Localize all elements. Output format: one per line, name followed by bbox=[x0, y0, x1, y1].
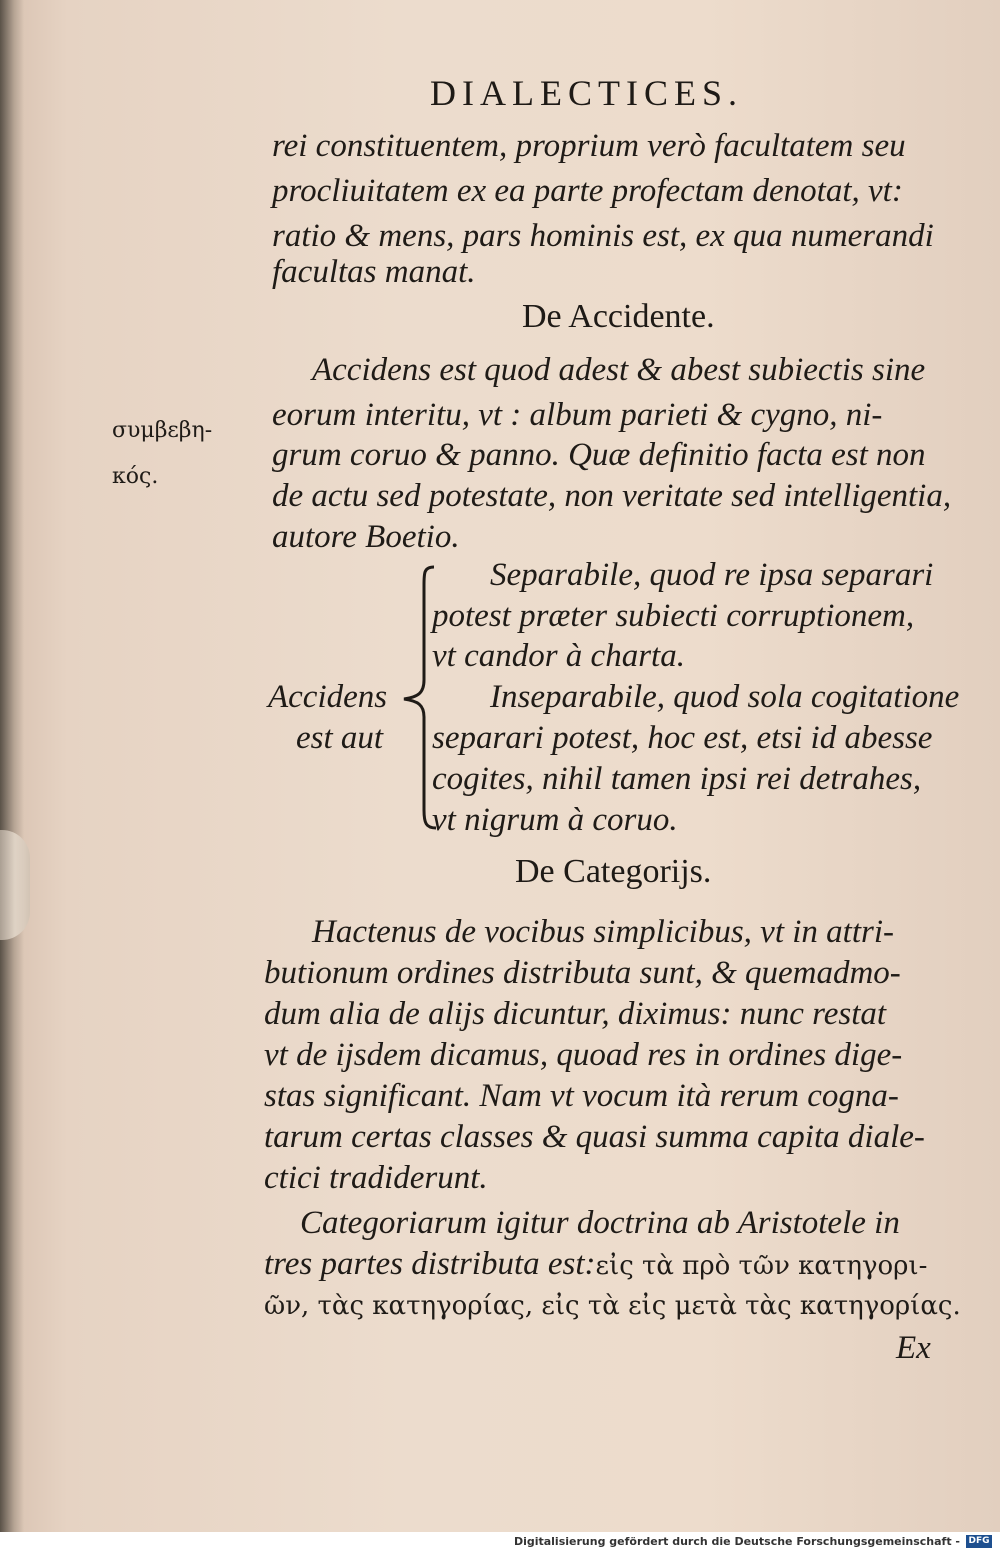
brace-item-6: cogites, nihil tamen ipsi rei detrahes, bbox=[432, 761, 922, 797]
brace-item-7: vt nigrum à coruo. bbox=[432, 802, 678, 838]
brace-item-4: Inseparabile, quod sola cogitatione bbox=[490, 679, 960, 715]
para3-line-4: vt de ijsdem dicamus, quoad res in ordines dige- bbox=[264, 1037, 903, 1073]
dfg-logo: DFG bbox=[966, 1535, 992, 1548]
brace-item-5: separari potest, hoc est, etsi id abesse bbox=[432, 720, 933, 756]
para3-line-7: ctici tradiderunt. bbox=[264, 1160, 488, 1196]
para4-line-2-greek: εἰς τὰ πρὸ τῶν κατηγορι- bbox=[595, 1251, 928, 1281]
para3-line-3: dum alia de alijs dicuntur, diximus: nunc restat bbox=[264, 996, 887, 1032]
brace-item-1: Separabile, quod re ipsa separari bbox=[490, 557, 934, 593]
heading-de-categorijs: De Categorijs. bbox=[515, 853, 712, 890]
heading-de-accidente: De Accidente. bbox=[522, 298, 715, 335]
para3-line-1: Hactenus de vocibus simplicibus, vt in attri- bbox=[312, 914, 894, 950]
para2-line-2: eorum interitu, vt : album parieti & cygno, ni- bbox=[272, 397, 883, 433]
marginal-note bbox=[112, 408, 212, 500]
para2-line-5: autore Boetio. bbox=[272, 519, 460, 555]
marginal-line-2: κός. bbox=[112, 464, 159, 489]
para1-line-3: ratio & mens, pars hominis est, ex qua numerandi bbox=[272, 218, 934, 254]
brace-item-3: vt candor à charta. bbox=[432, 638, 685, 674]
para4-line-2 bbox=[264, 1242, 927, 1289]
brace-label-line-2: est aut bbox=[296, 720, 384, 756]
para4-line-3: ῶν, τὰς κατηγορίας, εἰς τὰ εἰς μετὰ τὰς κατηγορίας. bbox=[264, 1291, 961, 1321]
footer-credit: Digitalisierung gefördert durch die Deutsche Forschungsgemeinschaft - bbox=[513, 1535, 960, 1548]
para4-line-2-latin: tres partes distributa est: bbox=[264, 1246, 596, 1282]
para2-line-1: Accidens est quod adest & abest subiectis sine bbox=[312, 352, 926, 388]
brace-label-line-1: Accidens bbox=[268, 679, 388, 715]
page-edge bbox=[0, 0, 24, 1532]
para3-line-6: tarum certas classes & quasi summa capita diale- bbox=[264, 1119, 925, 1155]
para2-line-3: grum coruo & panno. Quæ definitio facta est non bbox=[272, 437, 926, 473]
para1-line-2: procliuitatem ex ea parte profectam denotat, vt: bbox=[272, 173, 903, 209]
catchword: Ex bbox=[896, 1330, 931, 1366]
para3-line-5: stas significant. Nam vt vocum ità rerum cogna- bbox=[264, 1078, 899, 1114]
clasp-reflection bbox=[0, 830, 30, 940]
para4-line-1: Categoriarum igitur doctrina ab Aristotele in bbox=[300, 1205, 900, 1241]
para1-line-1: rei constituentem, proprium verò facultatem seu bbox=[272, 128, 906, 164]
brace-item-2: potest præter subiecti corruptionem, bbox=[432, 598, 915, 634]
running-head: DIALECTICES. bbox=[430, 73, 743, 113]
marginal-line-1: συμβεβη- bbox=[112, 418, 213, 443]
para2-line-4: de actu sed potestate, non veritate sed intelligentia, bbox=[272, 478, 952, 514]
para3-line-2: butionum ordines distributa sunt, & quemadmo- bbox=[264, 955, 901, 991]
para1-line-4: facultas manat. bbox=[272, 254, 476, 290]
